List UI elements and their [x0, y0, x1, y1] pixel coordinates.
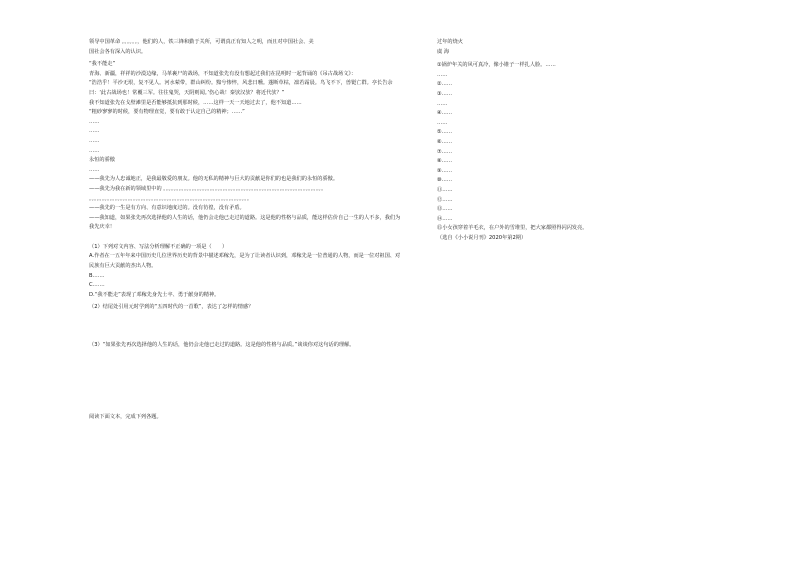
paragraph: 我不知道张先在戈壁滩里是否能够抵抗到那时候，……这样一天一天地过去了，他不知道…… — [89, 99, 302, 106]
paragraph: ——我先为我在新的领域里中的 。。。。。。。。。。。。。。。。。。。。。。。。。。。。。。。。。。。。。。。。。。。。。。。。。。。。。。。。。。。。。。 — [89, 185, 327, 192]
right-column — [437, 38, 751, 243]
reading-instruction: 阅读下面文本，完成下列各题。 — [89, 413, 162, 420]
paragraph: 国社会各有深入的认识。 — [89, 48, 147, 55]
left-column — [89, 38, 403, 422]
story-paragraph: ⑫…… — [437, 196, 453, 203]
story-title: 过年的烧火 — [437, 39, 463, 45]
story-paragraph: ⑤…… — [437, 129, 453, 136]
story-paragraph: ⑭…… — [437, 215, 453, 222]
story-paragraph: ②…… — [437, 81, 453, 88]
paragraph: “粗砂寥寥的时候，要有物理直觉，要有敢于认定自己的精神；……” — [89, 109, 245, 116]
story-paragraph: ⑬…… — [437, 206, 453, 213]
story-paragraph: …… — [437, 71, 448, 78]
paragraph: “浩浩乎！平沙无垠，复不见人。河水萦带，群山纠纷。黯兮惨悴，风悲日曛。蓬断草枯，凛若霜晨。鸟飞不下，兽铤亡群。亭长告余曰：‘此古战场也！常覆三军。往往鬼哭，天阴则闻。’伤心哉！秦欤汉欤？将近代欤？” — [89, 80, 393, 96]
story-source: （选自《小小说月刊》2020年第2期） — [437, 234, 527, 241]
paragraph: ——我先为人忠诚地正，是我最敬爱的朋友。他的无私的精神与巨大的贡献是你们的也是我们的永恒的骄傲。 — [89, 176, 339, 183]
paragraph: …… — [89, 166, 100, 173]
paragraph: …… — [89, 147, 100, 154]
paragraph: ——我先的一生是有方向、有意识地度过的。没有彷徨，没有矛盾。 — [89, 205, 245, 212]
story-author: 虞 海 — [437, 48, 450, 55]
option-b: B.…… — [89, 272, 105, 279]
question-3: （3）“如果张先再次选择他的人生的话，他仍会走他已走过的道路。这是他的性格与品质。”谈谈你对这句话的理解。 — [89, 342, 355, 349]
story-paragraph: ①锅炉年关的风可真冷，像小锥子一样扎人脸。…… — [437, 62, 556, 69]
story-paragraph: ⑪…… — [437, 186, 453, 193]
story-paragraph: ⑩…… — [437, 177, 453, 184]
option-c: C.…… — [89, 282, 105, 289]
story-paragraph: …… — [437, 100, 448, 107]
story-paragraph: ③…… — [437, 90, 453, 97]
story-paragraph: ⑮小女孩穿着羊毛衣，在户外的雪堆里，把大家都照得闪闪发亮。 — [437, 225, 588, 232]
story-paragraph: …… — [437, 119, 448, 126]
paragraph: 青海、新疆，祥祥的沙漠边缘，马革裹尸的战场，不知道张先有没有想起过我们在昆明时一起背诵的《吊古战场文》： — [89, 70, 357, 77]
story-paragraph: ⑦…… — [437, 148, 453, 155]
option-a: A.作者在一五年年来中国历史几位世界历史的背景中描述邓稼先，是为了让读者认识到，邓稼先是一位普通的人物，而是一位对祖国、对民族有巨大贡献的杰出人物。 — [89, 253, 401, 270]
option-d: D.“我不能走”表现了邓稼先身先士卒、勇于献身的精神。 — [89, 291, 220, 298]
paragraph: …… — [89, 128, 100, 135]
paragraph: …… — [89, 118, 100, 125]
story-paragraph: ④…… — [437, 110, 453, 117]
question-2: （2）结尾处引用元时学到的“五四时代的一首歌”，表达了怎样的情感？ — [89, 304, 254, 311]
paragraph: 领导中国革命 。。。。。。，他们的人，铁三锋和勤于关所，可谓真正有知人之明，而且对中国社会、美 — [89, 39, 314, 45]
section-heading: 永恒的骄傲 — [89, 157, 115, 164]
story-paragraph: ⑧…… — [437, 158, 453, 165]
question-1: （1）下列对文内容、写法分析理解不正确的一项是（ ） — [89, 243, 228, 250]
section-heading: “我不能走” — [89, 61, 116, 68]
paragraph: ——我知道，如果张先再次选择他的人生的话，他仍会走他已走过的道路。这是他的性格与品质，能这样估价自己一生的人不多，我们为我先庆幸！ — [89, 214, 401, 231]
paragraph: …… — [89, 137, 100, 144]
story-paragraph: ⑥…… — [437, 138, 453, 145]
story-paragraph: ⑨…… — [437, 167, 453, 174]
paragraph: 。。。。。。。。。。。。。。。。。。。。。。。。。。。。。。。。。。。。。。。。。。。。。。。。。。。。。。。。。。。。。。 — [89, 195, 253, 202]
